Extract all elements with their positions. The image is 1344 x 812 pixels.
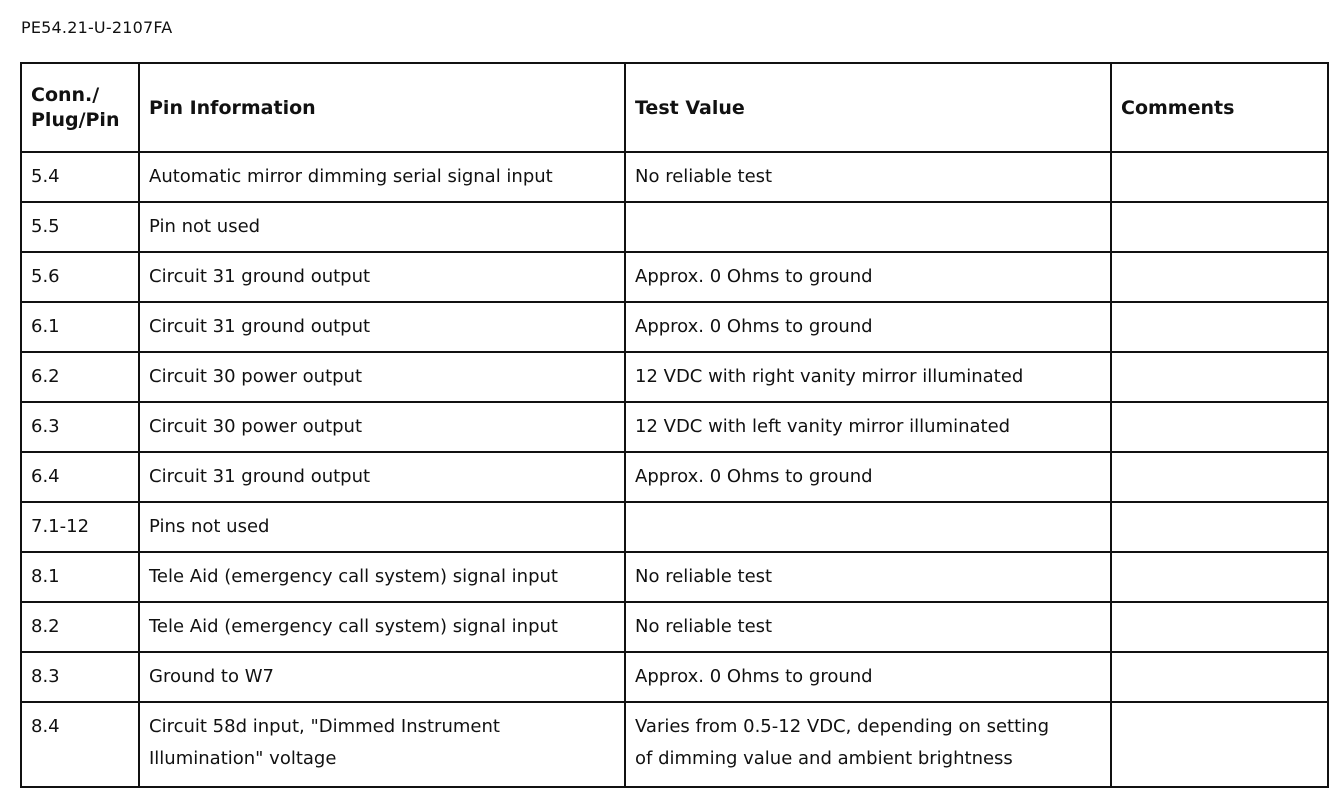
test-value-cell: 12 VDC with right vanity mirror illuminated xyxy=(625,352,1111,402)
pin-cell: 6.1 xyxy=(21,302,139,352)
test-value-cell xyxy=(625,202,1111,252)
header-conn-plug-pin xyxy=(21,63,139,152)
table-row xyxy=(21,152,1328,202)
table-row xyxy=(21,402,1328,452)
document-id: PE54.21-U-2107FA xyxy=(21,18,173,37)
pin-info-cell xyxy=(139,702,625,787)
table-row xyxy=(21,502,1328,552)
comments-cell xyxy=(1111,302,1328,352)
table-row xyxy=(21,652,1328,702)
test-value-cell: No reliable test xyxy=(625,552,1111,602)
header-conn-line2: Plug/Pin xyxy=(31,108,120,131)
test-value-line: Varies from 0.5-12 VDC, depending on setting xyxy=(635,716,1049,737)
comments-cell xyxy=(1111,502,1328,552)
pin-cell: 8.4 xyxy=(21,702,139,787)
table-row xyxy=(21,702,1328,787)
pin-info-cell: Tele Aid (emergency call system) signal input xyxy=(139,552,625,602)
pin-info-cell: Automatic mirror dimming serial signal input xyxy=(139,152,625,202)
table-row xyxy=(21,552,1328,602)
header-test-value: Test Value xyxy=(625,63,1111,152)
pin-info-cell: Circuit 31 ground output xyxy=(139,452,625,502)
pin-cell: 8.2 xyxy=(21,602,139,652)
header-conn-line1: Conn./ xyxy=(31,83,100,106)
pin-cell: 6.4 xyxy=(21,452,139,502)
pin-cell: 8.3 xyxy=(21,652,139,702)
table-row xyxy=(21,602,1328,652)
pin-info-cell: Circuit 30 power output xyxy=(139,402,625,452)
pin-info-line: Illumination" voltage xyxy=(149,748,337,769)
pin-cell: 5.6 xyxy=(21,252,139,302)
test-value-cell: No reliable test xyxy=(625,152,1111,202)
comments-cell xyxy=(1111,152,1328,202)
comments-cell xyxy=(1111,452,1328,502)
pin-info-line: Circuit 58d input, "Dimmed Instrument xyxy=(149,716,500,737)
comments-cell xyxy=(1111,352,1328,402)
pin-cell: 7.1-12 xyxy=(21,502,139,552)
comments-cell xyxy=(1111,702,1328,787)
pin-cell: 8.1 xyxy=(21,552,139,602)
pin-info-cell: Ground to W7 xyxy=(139,652,625,702)
table-row xyxy=(21,302,1328,352)
pin-cell: 5.5 xyxy=(21,202,139,252)
comments-cell xyxy=(1111,252,1328,302)
comments-cell xyxy=(1111,652,1328,702)
table-row xyxy=(21,452,1328,502)
pin-info-cell: Tele Aid (emergency call system) signal input xyxy=(139,602,625,652)
pin-cell: 6.2 xyxy=(21,352,139,402)
header-pin-information: Pin Information xyxy=(139,63,625,152)
test-value-line: of dimming value and ambient brightness xyxy=(635,748,1013,769)
header-comments: Comments xyxy=(1111,63,1328,152)
comments-cell xyxy=(1111,602,1328,652)
pin-info-cell: Circuit 31 ground output xyxy=(139,302,625,352)
table-row xyxy=(21,252,1328,302)
pin-cell: 5.4 xyxy=(21,152,139,202)
pin-cell: 6.3 xyxy=(21,402,139,452)
pin-info-cell: Circuit 30 power output xyxy=(139,352,625,402)
pin-info-cell: Pin not used xyxy=(139,202,625,252)
comments-cell xyxy=(1111,202,1328,252)
test-value-cell: Approx. 0 Ohms to ground xyxy=(625,452,1111,502)
table-row xyxy=(21,352,1328,402)
test-value-cell xyxy=(625,702,1111,787)
comments-cell xyxy=(1111,552,1328,602)
test-value-cell: No reliable test xyxy=(625,602,1111,652)
table-header-row xyxy=(21,63,1328,152)
pin-info-cell: Pins not used xyxy=(139,502,625,552)
pin-info-cell: Circuit 31 ground output xyxy=(139,252,625,302)
test-value-cell: Approx. 0 Ohms to ground xyxy=(625,302,1111,352)
test-value-cell: 12 VDC with left vanity mirror illuminated xyxy=(625,402,1111,452)
test-value-cell: Approx. 0 Ohms to ground xyxy=(625,652,1111,702)
comments-cell xyxy=(1111,402,1328,452)
test-value-cell xyxy=(625,502,1111,552)
test-value-cell: Approx. 0 Ohms to ground xyxy=(625,252,1111,302)
table-row xyxy=(21,202,1328,252)
pin-assignment-table xyxy=(20,62,1329,788)
